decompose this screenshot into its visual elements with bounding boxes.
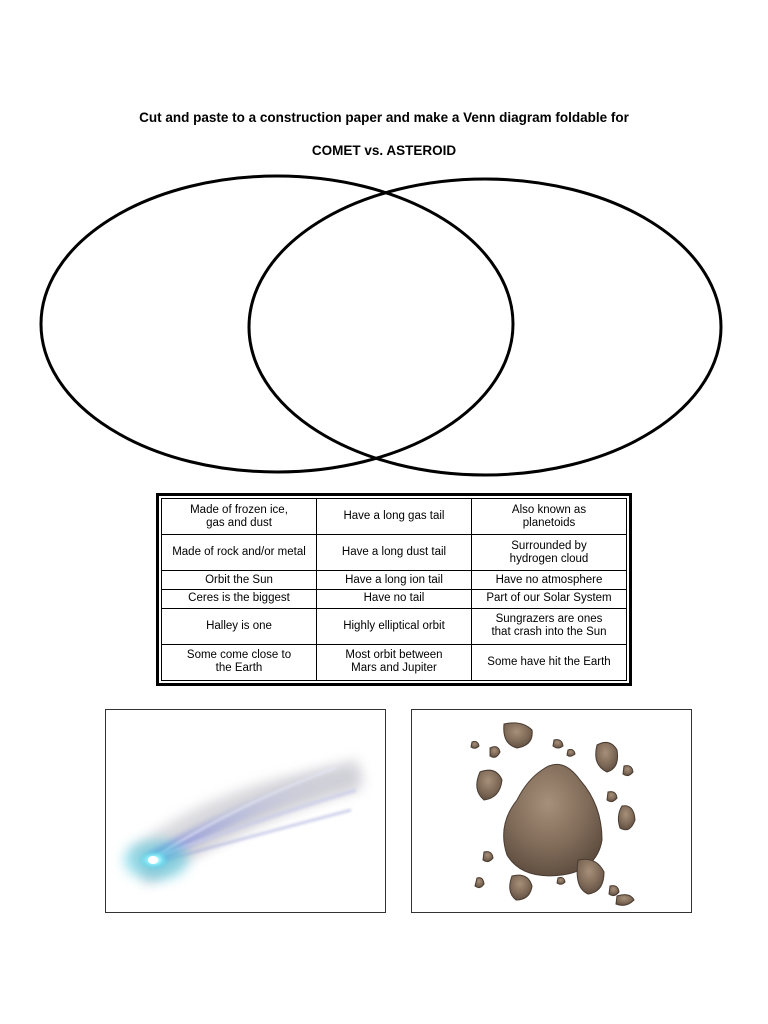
card-cell: Orbit the Sun bbox=[162, 571, 317, 590]
table-row bbox=[162, 589, 627, 608]
venn-diagram bbox=[0, 170, 768, 490]
instruction-text: Cut and paste to a construction paper and make a Venn diagram foldable for bbox=[139, 110, 629, 125]
card-cell: Highly elliptical orbit bbox=[317, 608, 472, 644]
asteroid-icon bbox=[412, 710, 691, 912]
venn-left-circle bbox=[41, 176, 513, 472]
card-cell: Sungrazers are ones that crash into the Sun bbox=[472, 608, 627, 644]
asteroid-image bbox=[411, 709, 692, 913]
card-cell: Have no tail bbox=[317, 589, 472, 608]
card-cell: Part of our Solar System bbox=[472, 589, 627, 608]
cut-out-cards-table bbox=[156, 493, 632, 686]
card-cell: Ceres is the biggest bbox=[162, 589, 317, 608]
card-cell: Some have hit the Earth bbox=[472, 644, 627, 680]
card-cell: Most orbit between Mars and Jupiter bbox=[317, 644, 472, 680]
card-cell: Also known as planetoids bbox=[472, 499, 627, 535]
card-cell: Some come close to the Earth bbox=[162, 644, 317, 680]
card-cell: Made of frozen ice, gas and dust bbox=[162, 499, 317, 535]
diagram-title: COMET vs. ASTEROID bbox=[311, 143, 457, 158]
venn-right-circle bbox=[249, 179, 721, 475]
card-cell: Surrounded by hydrogen cloud bbox=[472, 535, 627, 571]
table-row bbox=[162, 535, 627, 571]
comet-icon bbox=[106, 710, 385, 912]
table-row bbox=[162, 608, 627, 644]
card-cell: Have no atmosphere bbox=[472, 571, 627, 590]
card-cell: Halley is one bbox=[162, 608, 317, 644]
table-row bbox=[162, 571, 627, 590]
table-row bbox=[162, 644, 627, 680]
card-cell: Have a long ion tail bbox=[317, 571, 472, 590]
card-cell: Have a long dust tail bbox=[317, 535, 472, 571]
table-row bbox=[162, 499, 627, 535]
card-cell: Have a long gas tail bbox=[317, 499, 472, 535]
card-cell: Made of rock and/or metal bbox=[162, 535, 317, 571]
comet-image bbox=[105, 709, 386, 913]
